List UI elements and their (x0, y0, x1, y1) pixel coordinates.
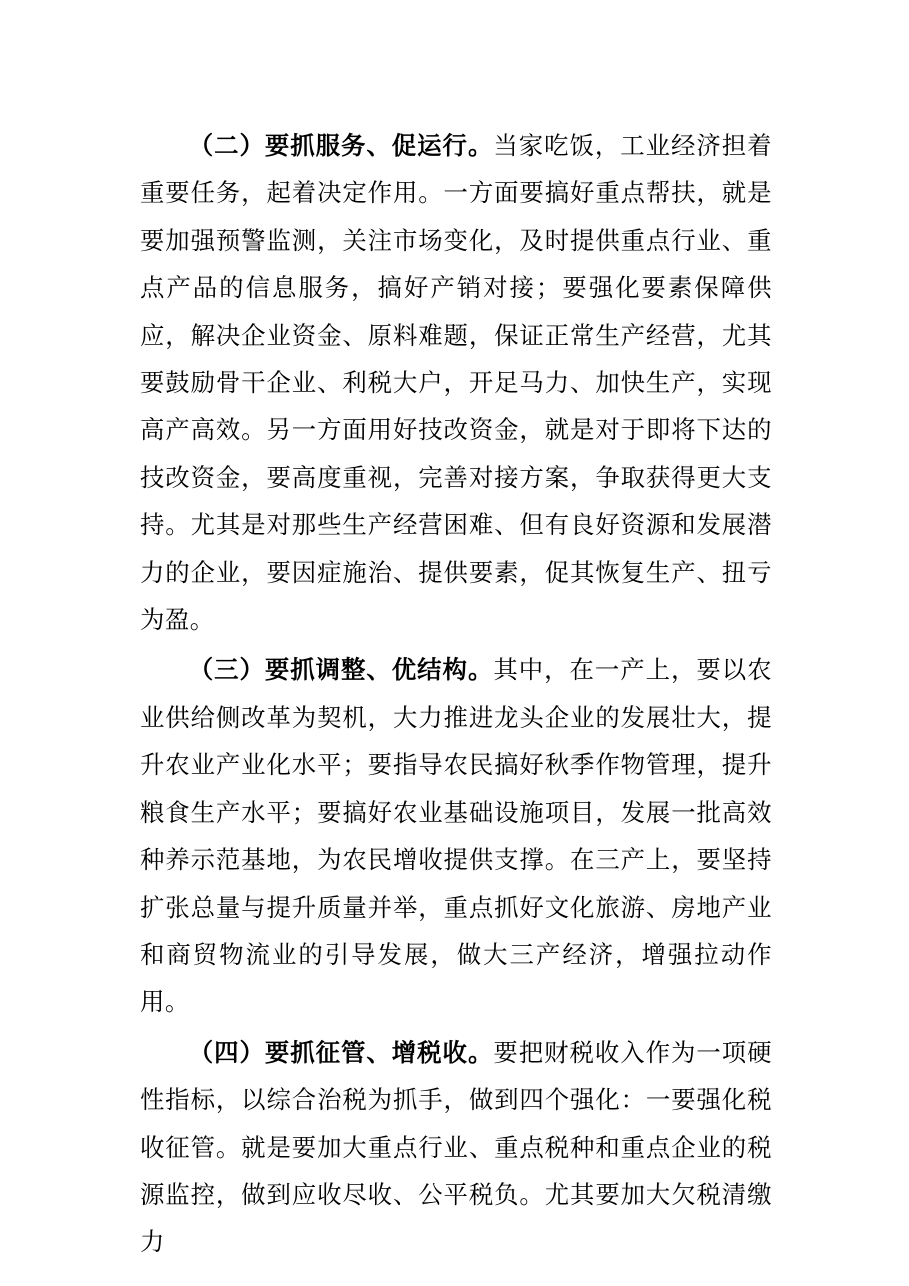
document-body (140, 122, 772, 1266)
paragraph-text: 当家吃饭，工业经济担着重要任务，起着决定作用。一方面要搞好重点帮扶，就是要加强预警监测，关注市场变化，及时提供重点行业、重点产品的信息服务，搞好产销对接；要强化要素保障供应，解决企业资金、原料难题，保证正常生产经营，尤其要鼓励骨干企业、利税大户，开足马力、加快生产，实现高产高效。另一方面用好技改资金，就是对于即将下达的技改资金，要高度重视，完善对接方案，争取获得更大支持。尤其是对那些生产经营困难、但有良好资源和发展潜力的企业，要因症施治、提供要素，促其恢复生产、扭亏为盈。 (140, 131, 772, 635)
paragraph-services (140, 122, 772, 643)
paragraph-heading: （三）要抓调整、优结构。 (188, 655, 494, 685)
paragraph-text: 其中，在一产上，要以农业供给侧改革为契机，大力推进龙头企业的发展壮大，提升农业产业化水平；要指导农民搞好秋季作物管理，提升粮食生产水平；要搞好农业基础设施项目，发展一批高效种养示范基地，为农民增收提供支撑。在三产上，要坚持扩张总量与提升质量并举，重点抓好文化旅游、房地产业和商贸物流业的引导发展，做大三产经济，增强拉动作用。 (140, 655, 772, 1017)
paragraph-text: 要把财税收入作为一项硬性指标，以综合治税为抓手，做到四个强化：一要强化税收征管。就是要加大重点行业、重点税种和重点企业的税源监控，做到应收尽收、公平税负。尤其要加大欠税清缴力 (140, 1037, 772, 1257)
paragraph-tax (140, 1029, 772, 1266)
paragraph-structure (140, 646, 772, 1025)
paragraph-heading: （四）要抓征管、增税收。 (188, 1037, 494, 1067)
paragraph-heading: （二）要抓服务、促运行。 (188, 131, 494, 160)
